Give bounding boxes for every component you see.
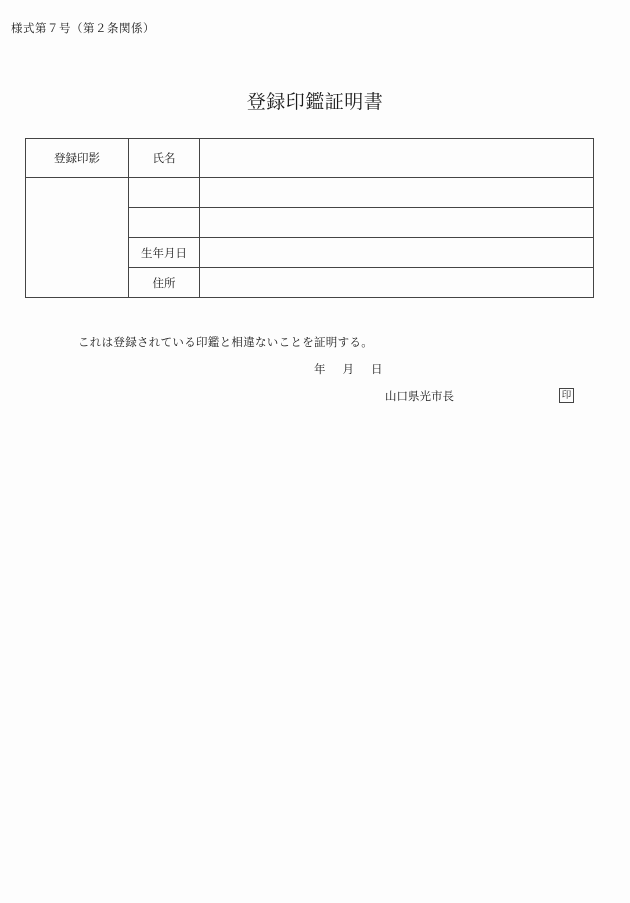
seal-impression-box (26, 178, 129, 298)
seal-impression-label: 登録印影 (26, 139, 129, 178)
form-number: 様式第７号（第２条関係） (11, 21, 155, 35)
document-title: 登録印鑑証明書 (246, 91, 384, 113)
seal-mark: 印 (559, 388, 574, 403)
address-label: 住所 (129, 268, 200, 298)
issuer-title: 山口県光市長 (385, 389, 454, 403)
address-value (200, 268, 594, 298)
name-value (200, 139, 594, 178)
table-row-header (26, 139, 594, 178)
day-label: 日 (371, 362, 383, 376)
birthdate-label: 生年月日 (129, 238, 200, 268)
month-label: 月 (342, 362, 354, 376)
table-row (26, 178, 594, 208)
row2-label (129, 178, 200, 208)
year-label: 年 (314, 362, 326, 376)
name-label: 氏名 (129, 139, 200, 178)
date-line (314, 361, 383, 377)
certification-statement: これは登録されている印鑑と相違ないことを証明する。 (78, 335, 373, 349)
row3-value (200, 208, 594, 238)
birthdate-value (200, 238, 594, 268)
row3-label (129, 208, 200, 238)
row2-value (200, 178, 594, 208)
certificate-table (25, 138, 594, 298)
